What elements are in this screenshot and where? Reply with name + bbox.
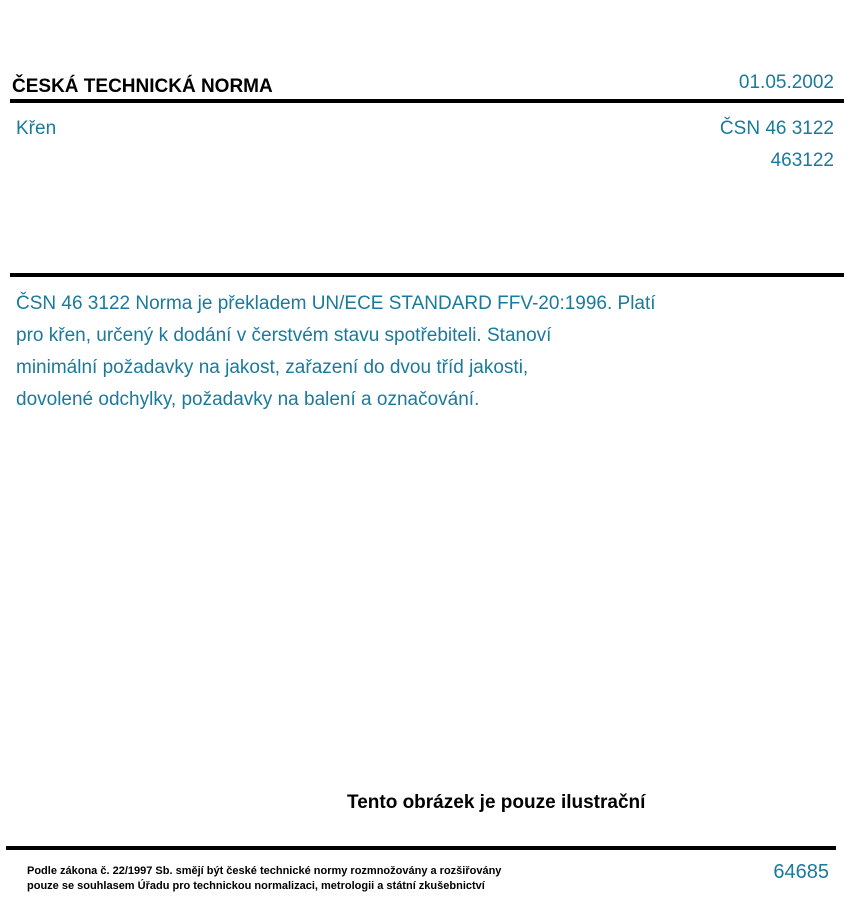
legal-notice <box>27 864 501 894</box>
abstract-line: ČSN 46 3122 Norma je překladem UN/ECE STANDARD FFV-20:1996. Platí <box>16 293 656 314</box>
document-id: 64685 <box>773 861 829 883</box>
document-heading: ČESKÁ TECHNICKÁ NORMA <box>12 76 273 97</box>
bottom-divider <box>6 846 836 850</box>
classification-code: 463122 <box>770 150 834 171</box>
abstract-line: minimální požadavky na jakost, zařazení do dvou tříd jakosti, <box>16 357 529 378</box>
legal-line: pouze se souhlasem Úřadu pro technickou normalizaci, metrologii a státní zkušebnictví <box>27 880 485 892</box>
standard-number: ČSN 46 3122 <box>719 118 834 139</box>
abstract-line: pro křen, určený k dodání v čerstvém stavu spotřebiteli. Stanoví <box>16 325 552 346</box>
top-divider <box>10 99 844 103</box>
illustration-notice: Tento obrázek je pouze ilustrační <box>347 792 646 813</box>
issue-date: 01.05.2002 <box>738 72 834 93</box>
abstract-text <box>16 288 756 416</box>
legal-line: Podle zákona č. 22/1997 Sb. smějí být české technické normy rozmnožovány a rozšiřovány <box>27 865 502 877</box>
abstract-line: dovolené odchylky, požadavky na balení a označování. <box>16 389 480 410</box>
middle-divider <box>10 273 844 277</box>
standard-subject: Křen <box>16 118 57 139</box>
